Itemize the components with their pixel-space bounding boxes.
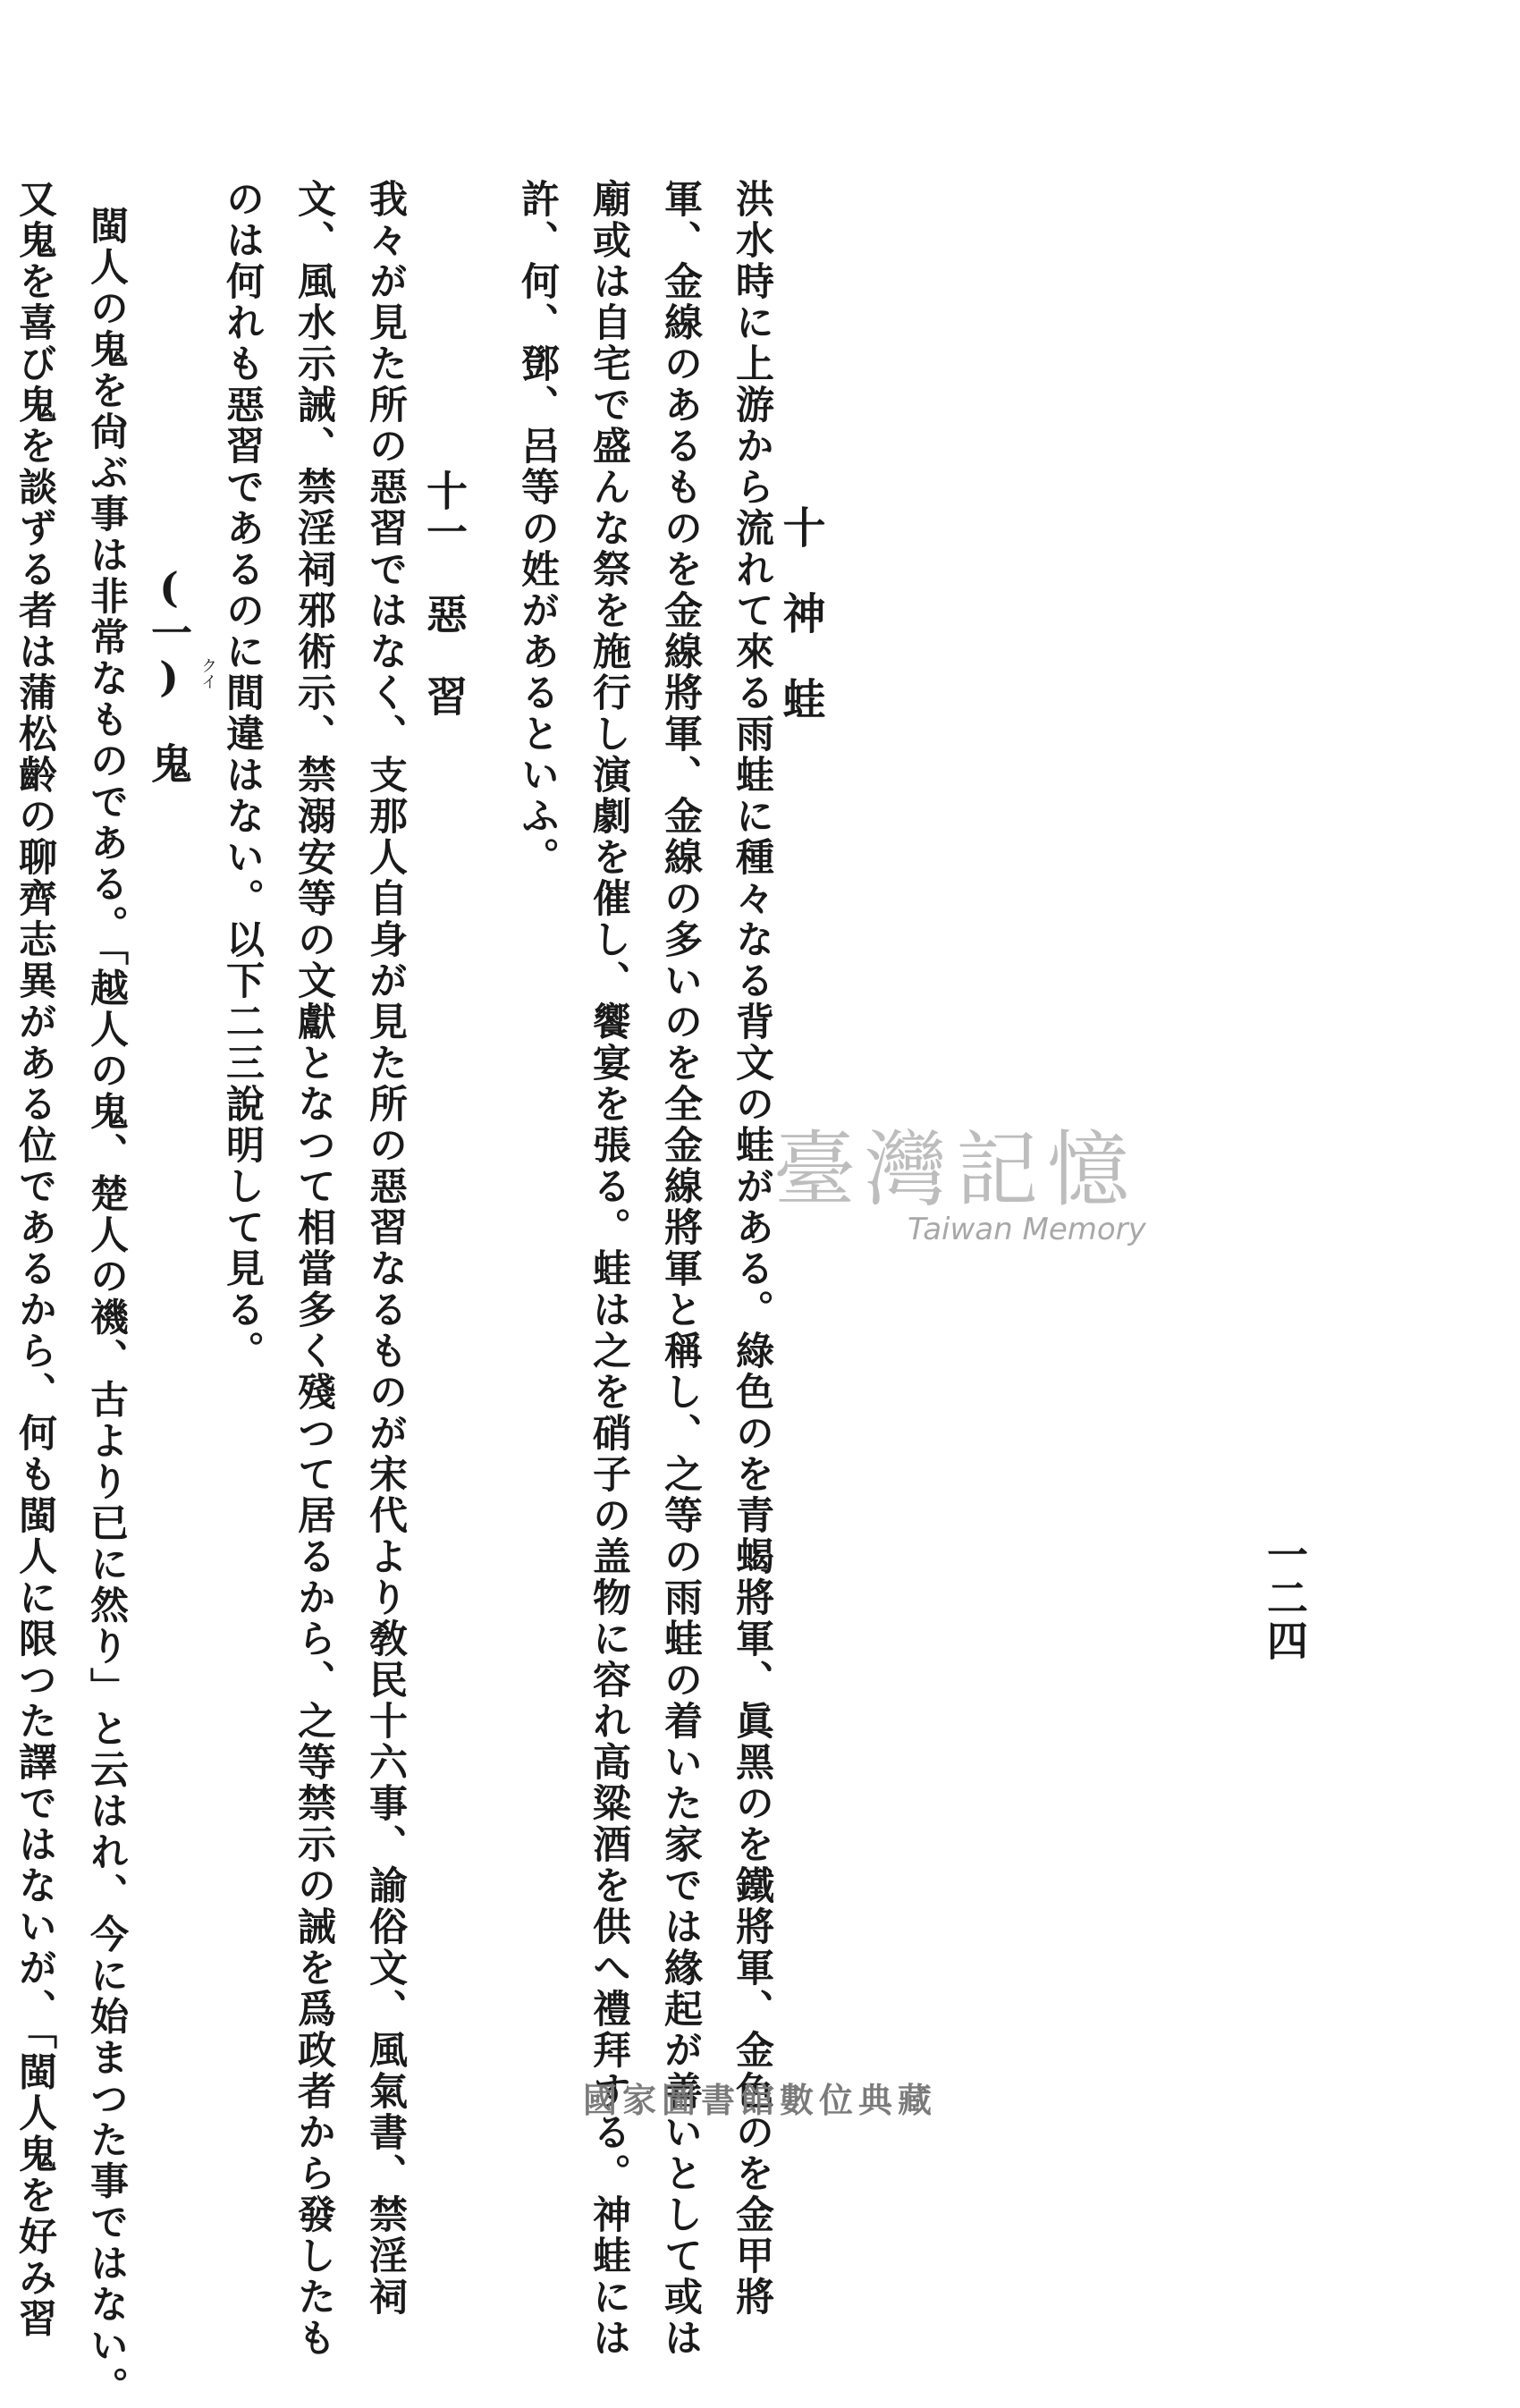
section-heading-frog: 十 神 蛙 (775, 505, 825, 720)
body-line: 洪水時に上游から流れて來る雨蛙に種々なる背文の蛙がある。綠色のを青蝎將軍、眞黑のを鐵將軍、金色のを金甲將 (730, 179, 774, 2318)
body-line: 廟或は自宅で盛んな祭を施行し演劇を催し、饗宴を張る。蛙は之を硝子の盖物に容れ高粱酒を供へ禮拜する。神蛙には (587, 179, 631, 2359)
watermark-logo (773, 1104, 1146, 1247)
watermark-subtitle: Taiwan Memory (908, 1212, 1146, 1247)
body-line: 許、何、鄧、呂等の姓があるといふ。 (515, 179, 560, 878)
watermark-title: 臺灣記憶 (773, 1122, 1139, 1218)
ruby-annotation: クイ (198, 657, 217, 689)
body-line: 我々が見た所の惡習ではなく、支那人自身が見た所の惡習なるものが宋代より敎民十六事、諭俗文、風氣書、禁淫祠 (363, 179, 408, 2318)
body-line: 軍、金線のあるものを金線將軍、金線の多いのを全金線將軍と稱し、之等の雨蛙の着いた家では緣起が善いとして或は (658, 179, 703, 2359)
footer-credit: 國家圖書館數位典藏 (582, 2081, 937, 2120)
body-line: 閩人の鬼を尙ぶ事は非常なものである。「越人の鬼、楚人の禨、古より已に然り」と云はれ、今に始まつた事ではない。 (84, 206, 129, 2408)
body-line: 文、風水示誡、禁淫祠邪術示、禁溺安等の文獻となつて相當多く殘つて居るから、之等禁示の誡を爲政者から發したも (291, 179, 336, 2359)
section-heading-bad-customs: 十一 惡 習 (420, 469, 469, 716)
body-line: 又鬼を喜び鬼を談ずる者は蒲松齡の聊齊志異がある位であるから、何も閩人に限つた譯ではないが、「閩人鬼を好み習 (13, 179, 57, 2340)
page-number: 一二四 (1261, 1534, 1309, 1662)
body-line: のは何れも惡習であるのに間違はない。以下二三說明して見る。 (220, 179, 265, 1372)
subsection-heading-ghost: (一) 鬼 (145, 563, 193, 783)
